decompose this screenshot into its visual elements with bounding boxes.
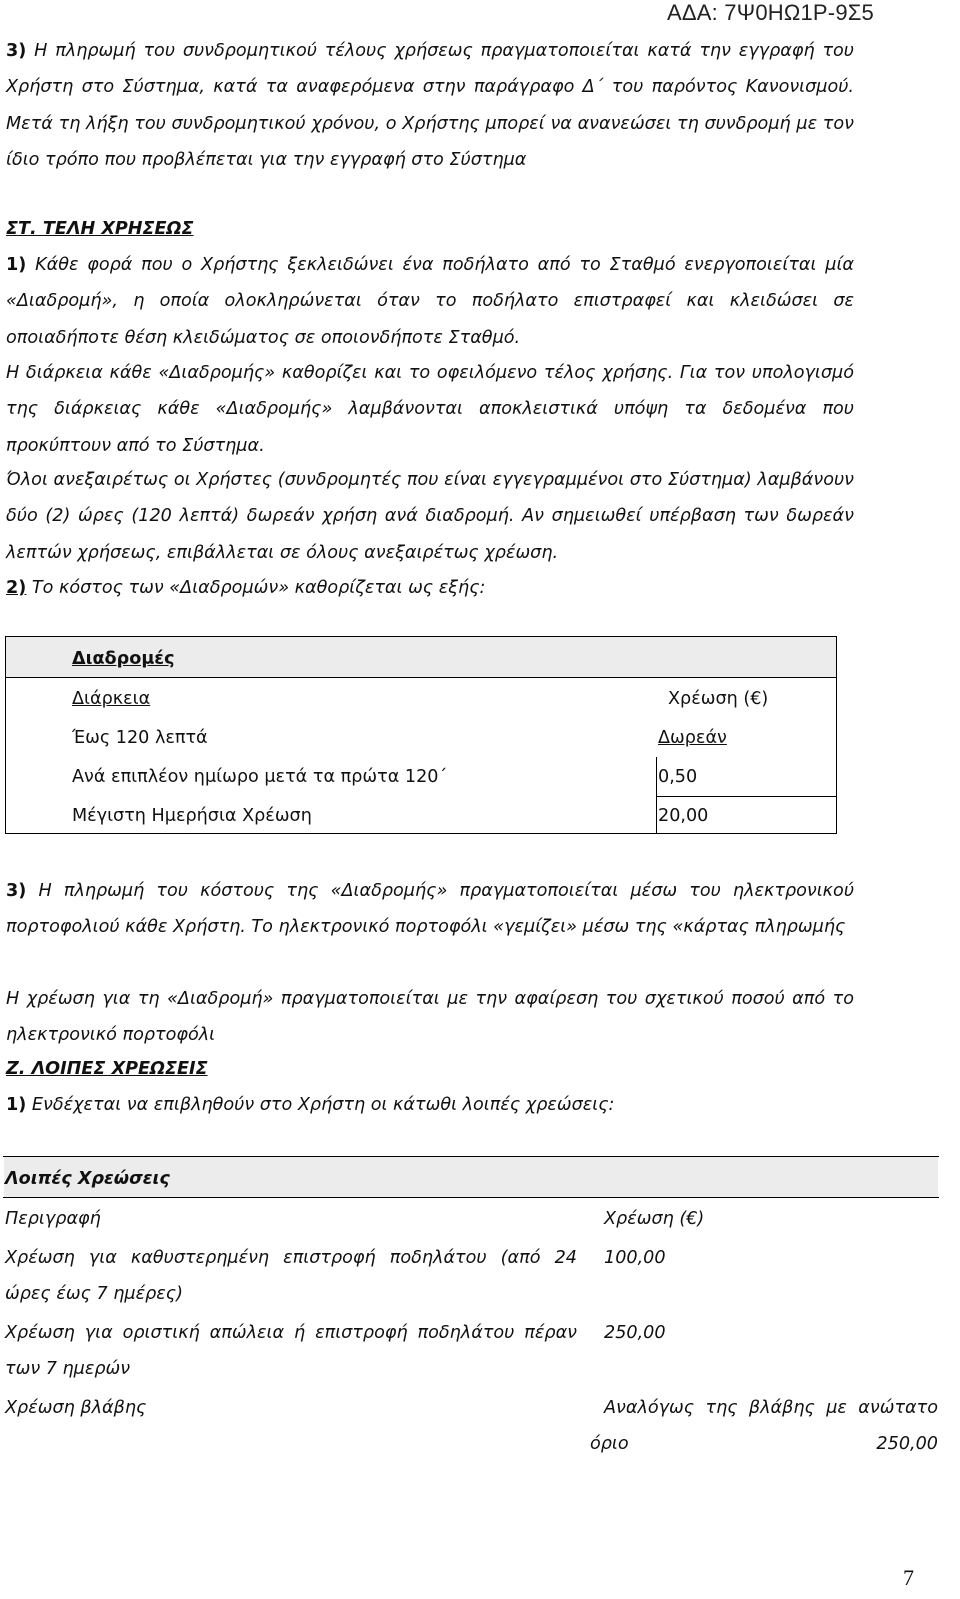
route-duration-cell: Μέγιστη Ημερήσια Χρέωση bbox=[72, 806, 312, 826]
col-description-header: Περιγραφή bbox=[5, 1209, 101, 1229]
ada-code: ΑΔΑ: 7Ψ0ΗΩ1Ρ-9Σ5 bbox=[667, 0, 874, 25]
route-charge-cell: 20,00 bbox=[658, 806, 709, 826]
paragraph-st3 bbox=[6, 873, 854, 946]
paragraph-c3 bbox=[6, 33, 854, 179]
paragraph-st3-charge bbox=[6, 981, 854, 1054]
other-table-title: Λοιπές Χρεώσεις bbox=[5, 1169, 170, 1189]
paragraph-st1-duration bbox=[6, 355, 854, 464]
section-title-st: ΣΤ. ΤΕΛΗ ΧΡΗΣΕΩΣ bbox=[6, 219, 194, 239]
paragraph-text: Ενδέχεται να επιβληθούν στο Χρήστη οι κάτωθι λοιπές χρεώσεις: bbox=[26, 1095, 615, 1115]
other-description-cell: Χρέωση για οριστική απώλεια ή επιστροφή ποδηλάτου πέραν των 7 ημερών bbox=[5, 1323, 577, 1379]
paragraph-text: Κάθε φορά που ο Χρήστης ξεκλειδώνει ένα ποδήλατο από το Σταθμό ενεργοποιείται μία «Διαδρομή», η οποία ολοκληρώνεται όταν το ποδήλατο επιστραφεί και κλειδώσει σε οποιαδήποτε θέση κλειδώματος σε οποιονδήποτε Σταθμό. bbox=[6, 255, 854, 348]
paragraph-number: 1) bbox=[6, 255, 27, 275]
other-charge-cell: 100,00 bbox=[604, 1248, 666, 1268]
other-charge-cell: Αναλόγως της βλάβης με ανώτατο όριο 250,00 bbox=[590, 1398, 938, 1454]
paragraph-z1 bbox=[6, 1087, 854, 1123]
paragraph-st2 bbox=[6, 570, 854, 606]
other-description-cell: Χρέωση για καθυστερημένη επιστροφή ποδηλάτου (από 24 ώρες έως 7 ημέρες) bbox=[5, 1248, 577, 1304]
paragraph-number: 3) bbox=[6, 41, 27, 61]
other-description-cell: Χρέωση βλάβης bbox=[5, 1398, 147, 1418]
routes-table-title: Διαδρομές bbox=[72, 649, 175, 669]
section-title-z: Ζ. ΛΟΙΠΕΣ ΧΡΕΩΣΕΙΣ bbox=[6, 1059, 208, 1079]
paragraph-st1 bbox=[6, 247, 854, 356]
paragraph-text: Η πληρωμή του κόστους της «Διαδρομής» πραγματοποιείται μέσω του ηλεκτρονικού πορτοφολιού κάθε Χρήστη. Το ηλεκτρονικό πορτοφόλι «γεμίζει» μέσω της «κάρτας πληρωμής bbox=[6, 881, 854, 938]
col-duration-header: Διάρκεια bbox=[72, 689, 151, 709]
page-number: 7 bbox=[903, 1565, 914, 1590]
paragraph-number: 3) bbox=[6, 881, 27, 901]
col-charge-header: Χρέωση (€) bbox=[604, 1209, 705, 1229]
paragraph-number: 1) bbox=[6, 1095, 27, 1115]
paragraph-text: Όλοι ανεξαιρέτως οι Χρήστες (συνδρομητές που είναι εγγεγραμμένοι στο Σύστημα) λαμβάνουν δύο (2) ώρες (120 λεπτά) δωρεάν χρήση ανά διαδρομή. Αν σημειωθεί υπέρβαση των δωρεάν λεπτών χρήσεως, επιβάλλεται σε όλους ανεξαιρέτως χρέωση. bbox=[6, 470, 854, 563]
other-charge-cell: 250,00 bbox=[604, 1323, 666, 1343]
route-duration-cell: Ανά επιπλέον ημίωρο μετά τα πρώτα 120΄ bbox=[72, 767, 448, 787]
col-charge-header: Χρέωση (€) bbox=[668, 689, 769, 709]
route-charge-cell: Δωρεάν bbox=[658, 728, 727, 748]
paragraph-text: Η χρέωση για τη «Διαδρομή» πραγματοποιείται με την αφαίρεση του σχετικού ποσού από το ηλεκτρονικό πορτοφόλι bbox=[6, 989, 854, 1046]
route-charge-cell: 0,50 bbox=[658, 767, 698, 787]
route-duration-cell: Έως 120 λεπτά bbox=[72, 728, 208, 748]
paragraph-text: Η διάρκεια κάθε «Διαδρομής» καθορίζει και το οφειλόμενο τέλος χρήσης. Για τον υπολογισμό της διάρκειας κάθε «Διαδρομής» λαμβάνονται αποκλειστικά υπόψη τα δεδομένα που προκύπτουν από το Σύστημα. bbox=[6, 363, 854, 456]
paragraph-text: Το κόστος των «Διαδρομών» καθορίζεται ως εξής: bbox=[26, 578, 486, 598]
paragraph-text: Η πληρωμή του συνδρομητικού τέλους χρήσεως πραγματοποιείται κατά την εγγραφή του Χρήστη στο Σύστημα, κατά τα αναφερόμενα στην παράγραφο Δ΄ του παρόντος Κανονισμού. Μετά τη λήξη του συνδρομητικού χρόνου, ο Χρήστης μπορεί να ανανεώσει τη συνδρομή με τον ίδιο τρόπο που προβλέπεται για την εγγραφή στο Σύστημα bbox=[6, 41, 854, 171]
paragraph-st1-free-time bbox=[6, 462, 854, 571]
paragraph-number: 2) bbox=[6, 578, 27, 598]
